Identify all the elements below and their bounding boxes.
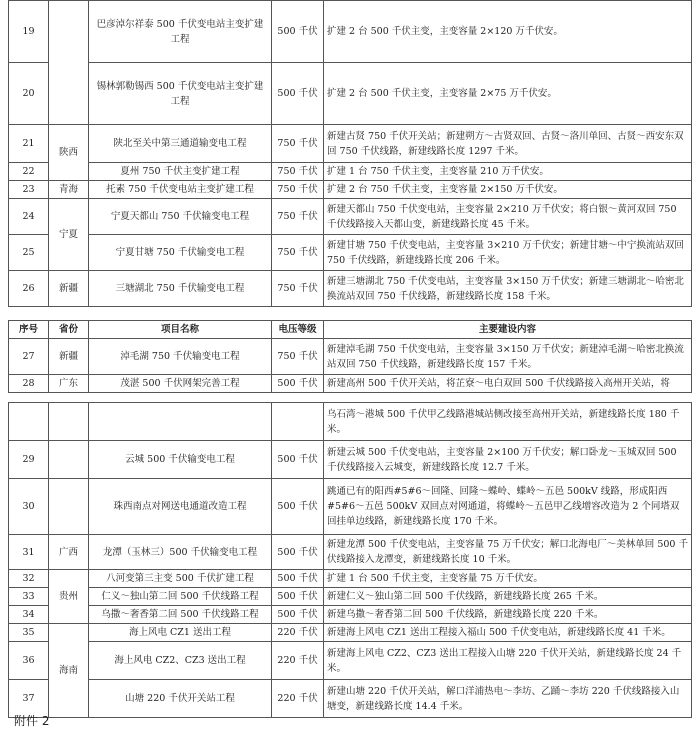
table-row (9, 163, 692, 181)
voltage: 500 千伏 (272, 606, 324, 624)
header-province: 省份 (49, 321, 89, 339)
row-number: 34 (9, 606, 49, 624)
table-row (9, 588, 692, 606)
project-name: 海上风电 CZ2、CZ3 送出工程 (89, 642, 272, 680)
construction-content: 跳通已有的阳西#5#6～回隆、回隆～蝶岭、蝶岭～五邑 500kV 线路，形成阳西#5#6～五邑 500kV 双回点对网通道，将蝶岭～五邑甲乙线增容改造为 2 个同塔双回挂单边线路，新建线路长度 170 千米。 (324, 479, 692, 535)
row-number: 26 (9, 271, 49, 307)
province-cell: 新疆 (49, 271, 89, 307)
row-number: 29 (9, 441, 49, 479)
province-cell: 海南 (49, 624, 89, 718)
province-cell: 广东 (49, 375, 89, 393)
project-name: 山塘 220 千伏开关站工程 (89, 680, 272, 718)
voltage: 220 千伏 (272, 680, 324, 718)
project-name: 海上风电 CZ1 送出工程 (89, 624, 272, 642)
table-row (9, 199, 692, 235)
row-number: 21 (9, 125, 49, 163)
row-number: 28 (9, 375, 49, 393)
construction-content: 新建高州 500 千伏开关站，将芷寮～电白双回 500 千伏线路接入高州开关站，将 (324, 375, 692, 393)
project-name: 龙潭（玉林三）500 千伏输变电工程 (89, 535, 272, 570)
row-number: 25 (9, 235, 49, 271)
project-name: 锡林郭勒锡西 500 千伏变电站主变扩建工程 (89, 63, 272, 125)
project-name: 淖毛湖 750 千伏输变电工程 (89, 339, 272, 375)
row-number: 33 (9, 588, 49, 606)
table-row (9, 535, 692, 570)
voltage: 500 千伏 (272, 1, 324, 63)
voltage: 220 千伏 (272, 642, 324, 680)
row-number: 37 (9, 680, 49, 718)
attachment-label: 附件 2 (14, 714, 50, 728)
province-cell: 陕西 (49, 125, 89, 181)
construction-content: 扩建 1 台 500 千伏主变，主变容量 75 万千伏安。 (324, 570, 692, 588)
row-number: 22 (9, 163, 49, 181)
province-cell: 新疆 (49, 339, 89, 375)
voltage: 500 千伏 (272, 441, 324, 479)
table-row (9, 570, 692, 588)
row-number: 30 (9, 479, 49, 535)
project-name: 巴彦淖尔祥泰 500 千伏变电站主变扩建工程 (89, 1, 272, 63)
project-table-part2 (8, 320, 692, 393)
project-name: 珠西南点对网送电通道改造工程 (89, 479, 272, 535)
construction-content: 新建乌撒～奢香第二回 500 千伏线路，新建线路长度 220 千米。 (324, 606, 692, 624)
voltage: 750 千伏 (272, 199, 324, 235)
project-name: 茂湛 500 千伏网架完善工程 (89, 375, 272, 393)
province-cell: 青海 (49, 181, 89, 199)
row-number: 35 (9, 624, 49, 642)
voltage: 500 千伏 (272, 570, 324, 588)
project-name: 宁夏甘塘 750 千伏输变电工程 (89, 235, 272, 271)
table-row (9, 63, 692, 125)
province-cell: 贵州 (49, 570, 89, 624)
row-number: 19 (9, 1, 49, 63)
voltage: 750 千伏 (272, 125, 324, 163)
row-number: 27 (9, 339, 49, 375)
project-name: 仁义～独山第二回 500 千伏线路工程 (89, 588, 272, 606)
voltage: 500 千伏 (272, 375, 324, 393)
header-content: 主要建设内容 (324, 321, 692, 339)
table-row (9, 339, 692, 375)
voltage: 750 千伏 (272, 271, 324, 307)
table-row (9, 1, 692, 63)
construction-content: 新建天都山 750 千伏变电站，主变容量 2×210 万千伏安；将白银～黄河双回 750 千伏线路接入天都山变，新建线路长度 45 千米。 (324, 199, 692, 235)
construction-content: 新建甘塘 750 千伏变电站，主变容量 3×210 万千伏安；新建甘塘～中宁换流站双回 750 千伏线路，新建线路长度 206 千米。 (324, 235, 692, 271)
project-name (89, 403, 272, 441)
table-row (9, 235, 692, 271)
table-row (9, 375, 692, 393)
table-row (9, 181, 692, 199)
table-row (9, 271, 692, 307)
construction-content: 扩建 2 台 750 千伏主变，主变容量 2×150 万千伏安。 (324, 181, 692, 199)
header-voltage: 电压等级 (272, 321, 324, 339)
construction-content: 新建云城 500 千伏变电站，主变容量 2×100 万千伏安；解口卧龙～玉城双回 500 千伏线路接入云城变，新建线路长度 12.7 千米。 (324, 441, 692, 479)
project-name: 托素 750 千伏变电站主变扩建工程 (89, 181, 272, 199)
construction-content: 乌石湾～港城 500 千伏甲乙线路港城站侧改接至高州开关站，新建线路长度 180 千米。 (324, 403, 692, 441)
voltage: 750 千伏 (272, 181, 324, 199)
province-cell (49, 441, 89, 479)
voltage: 750 千伏 (272, 339, 324, 375)
voltage: 220 千伏 (272, 624, 324, 642)
row-number (9, 403, 49, 441)
project-name: 三塘湖北 750 千伏输变电工程 (89, 271, 272, 307)
table-row (9, 441, 692, 479)
province-cell: 广西 (49, 535, 89, 570)
voltage: 750 千伏 (272, 235, 324, 271)
row-number: 20 (9, 63, 49, 125)
project-name: 宁夏天都山 750 千伏输变电工程 (89, 199, 272, 235)
construction-content: 新建古贤 750 千伏开关站；新建朔方～古贤双回、古贤～洛川单回、古贤～西安东双回 750 千伏线路，新建线路长度 1297 千米。 (324, 125, 692, 163)
row-number: 32 (9, 570, 49, 588)
table-header-row (9, 321, 692, 339)
project-table-part3 (8, 402, 692, 718)
construction-content: 新建山塘 220 千伏开关站，解口洋浦热电～李坊、乙踊～李坊 220 千伏线路接入山塘变，新建线路长度 14.4 千米。 (324, 680, 692, 718)
construction-content: 扩建 1 台 750 千伏主变，主变容量 210 万千伏安。 (324, 163, 692, 181)
voltage: 500 千伏 (272, 588, 324, 606)
voltage: 500 千伏 (272, 535, 324, 570)
construction-content: 新建淖毛湖 750 千伏变电站，主变容量 3×150 万千伏安；新建淖毛湖～哈密北换流站双回 750 千伏线路，新建线路长度 157 千米。 (324, 339, 692, 375)
table-row (9, 403, 692, 441)
construction-content: 新建三塘湖北 750 千伏变电站，主变容量 3×150 万千伏安；新建三塘湖北～哈密北换流站双回 750 千伏线路，新建线路长度 158 千米。 (324, 271, 692, 307)
project-name: 八河变第三主变 500 千伏扩建工程 (89, 570, 272, 588)
header-no: 序号 (9, 321, 49, 339)
construction-content: 新建龙潭 500 千伏变电站，主变容量 75 万千伏安；解口北海电厂～美林单回 500 千伏线路接入龙潭变，新建线路长度 10 千米。 (324, 535, 692, 570)
province-cell (49, 1, 89, 125)
row-number: 31 (9, 535, 49, 570)
voltage (272, 403, 324, 441)
header-project-name: 项目名称 (89, 321, 272, 339)
project-table-part1 (8, 0, 692, 307)
construction-content: 扩建 2 台 500 千伏主变，主变容量 2×120 万千伏安。 (324, 1, 692, 63)
province-cell (49, 403, 89, 441)
voltage: 500 千伏 (272, 63, 324, 125)
project-name: 云城 500 千伏输变电工程 (89, 441, 272, 479)
voltage: 750 千伏 (272, 163, 324, 181)
row-number: 23 (9, 181, 49, 199)
table-row (9, 680, 692, 718)
table-row (9, 125, 692, 163)
construction-content: 新建海上风电 CZ2、CZ3 送出工程接入山塘 220 千伏开关站，新建线路长度 24 千米。 (324, 642, 692, 680)
project-name: 乌撒～奢香第二回 500 千伏线路工程 (89, 606, 272, 624)
construction-content: 新建仁义～独山第二回 500 千伏线路，新建线路长度 265 千米。 (324, 588, 692, 606)
project-name: 陕北至关中第三通道输变电工程 (89, 125, 272, 163)
table-row (9, 479, 692, 535)
table-row (9, 642, 692, 680)
construction-content: 扩建 2 台 500 千伏主变，主变容量 2×75 万千伏安。 (324, 63, 692, 125)
province-cell: 宁夏 (49, 199, 89, 271)
table-row (9, 624, 692, 642)
table-row (9, 606, 692, 624)
province-cell (49, 479, 89, 535)
construction-content: 新建海上风电 CZ1 送出工程接入福山 500 千伏变电站，新建线路长度 41 千米。 (324, 624, 692, 642)
row-number: 36 (9, 642, 49, 680)
voltage: 500 千伏 (272, 479, 324, 535)
project-name: 夏州 750 千伏主变扩建工程 (89, 163, 272, 181)
row-number: 24 (9, 199, 49, 235)
